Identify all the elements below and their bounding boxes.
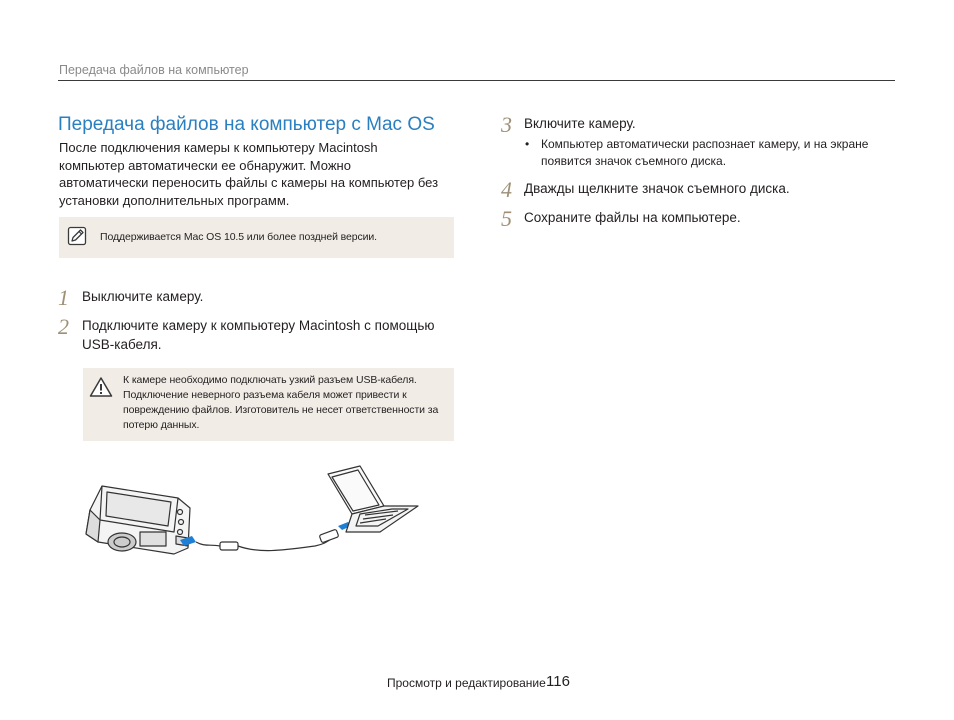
warning-line: потерю данных.	[123, 419, 200, 431]
warning-line: Подключение неверного разъема кабеля может привести к	[123, 389, 407, 401]
page-number: 116	[546, 673, 570, 690]
step-text: Выключите камеру.	[82, 289, 204, 304]
section-title: Передача файлов на компьютер с Mac OS	[58, 114, 435, 135]
intro-line: компьютер автоматически ее обнаружит. Можно	[59, 157, 351, 173]
laptop-icon	[328, 466, 418, 532]
bullet-text	[541, 136, 868, 169]
step-text: Дважды щелкните значок съемного диска.	[524, 181, 790, 196]
step-text: Подключите камеру к компьютеру Macintosh с помощью	[82, 318, 435, 333]
header-divider	[58, 80, 895, 81]
bullet-marker: •	[525, 137, 530, 151]
camera-icon	[86, 486, 190, 554]
step-number: 4	[501, 177, 512, 202]
note-pencil-icon	[67, 226, 87, 246]
bullet-line: появится значок съемного диска.	[541, 153, 727, 168]
warning-text	[123, 373, 438, 433]
intro-line: После подключения камеры к компьютеру Macintosh	[59, 140, 378, 155]
running-header: Передача файлов на компьютер	[59, 63, 249, 77]
camera-laptop-illustration	[80, 462, 420, 562]
intro-paragraph	[59, 139, 459, 209]
step-number: 1	[58, 285, 69, 310]
step-text: USB-кабеля.	[82, 337, 162, 352]
warning-triangle-icon	[89, 376, 113, 398]
warning-line: повреждению файлов. Изготовитель не несет ответственности за	[123, 404, 439, 416]
bullet-line: Компьютер автоматически распознает камеру, и на экране	[541, 137, 869, 151]
intro-line: установки дополнительных программ.	[59, 192, 290, 208]
intro-line: автоматически переносить файлы с камеры на компьютер без	[59, 175, 439, 190]
step-number: 5	[501, 206, 512, 231]
step-text: Включите камеру.	[524, 116, 636, 131]
step-number: 3	[501, 112, 512, 137]
step-number: 2	[58, 314, 69, 339]
warning-line: К камере необходимо подключать узкий разъем USB-кабеля.	[123, 374, 417, 386]
step-text: Сохраните файлы на компьютере.	[524, 210, 741, 225]
note-text: Поддерживается Mac OS 10.5 или более поздней версии.	[100, 231, 378, 243]
footer-section: Просмотр и редактирование	[387, 676, 546, 690]
